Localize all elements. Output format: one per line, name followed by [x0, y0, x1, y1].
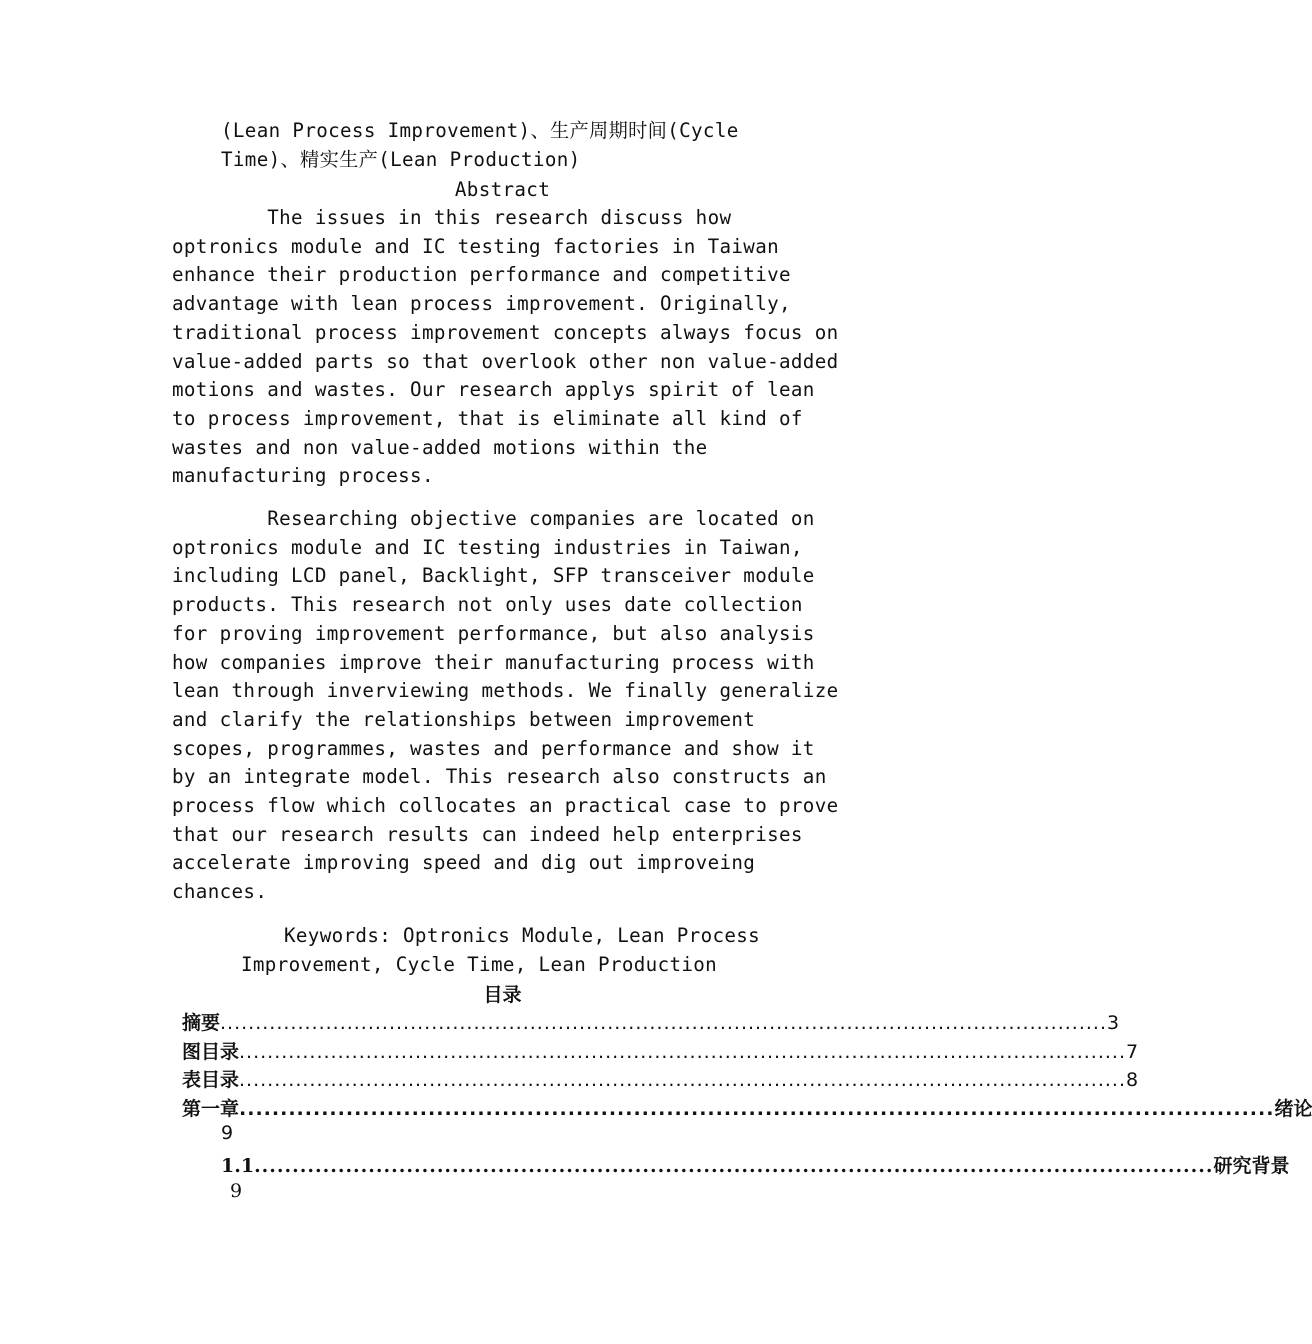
- text-line: for proving improvement performance, but also analysis: [172, 621, 815, 645]
- toc-entry-abstract[interactable]: [182, 1008, 1120, 1036]
- cn-keywords-line-2: Time)、精实生产(Lean Production): [221, 148, 581, 171]
- text-line: how companies improve their manufacturing process with: [172, 650, 815, 674]
- text-line: and clarify the relationships between improvement: [172, 707, 756, 731]
- toc-entry-page: 9: [221, 1122, 234, 1144]
- text-line: that our research results can indeed help enterprises: [172, 822, 803, 846]
- text-line: by an integrate model. This research also constructs an: [172, 765, 827, 789]
- abstract-paragraph-1: [172, 204, 839, 491]
- toc-entry-page: 3: [1107, 1012, 1120, 1034]
- toc-entry-label: 摘要: [182, 1012, 221, 1034]
- toc-entry-section-1-1[interactable]: [221, 1151, 1290, 1179]
- toc-entry-page: 7: [1126, 1041, 1139, 1063]
- toc-entry-page: 8: [1126, 1069, 1139, 1091]
- text-line: process flow which collocates an practical case to prove: [172, 794, 839, 818]
- text-line: advantage with lean process improvement. Originally,: [172, 292, 791, 316]
- toc-leader-dots: ..............................................................................................................................: [239, 1098, 1275, 1120]
- text-line: Researching objective companies are located on: [172, 507, 815, 530]
- toc-leader-dots: ..............................................................................................................................: [239, 1041, 1126, 1063]
- text-line: lean through inverviewing methods. We finally generalize: [172, 679, 839, 703]
- text-line: enhance their production performance and competitive: [172, 263, 791, 287]
- en-keywords-line-2: Improvement, Cycle Time, Lean Production: [241, 953, 718, 976]
- toc-entry-page: 9: [230, 1180, 243, 1202]
- abstract-title: Abstract: [454, 178, 551, 201]
- toc-entry-label: 1.1: [221, 1155, 255, 1177]
- text-line: products. This research not only uses date collection: [172, 593, 803, 617]
- toc-leader-dots: ..............................................................................................................................: [254, 1155, 1214, 1177]
- toc-leader-dots: ..............................................................................................................................: [239, 1069, 1126, 1091]
- toc-entry-title: 研究背景: [1213, 1155, 1290, 1177]
- toc-entry-table-list[interactable]: [182, 1065, 1139, 1093]
- text-line: optronics module and IC testing factories in Taiwan: [172, 234, 779, 258]
- text-line: manufacturing process.: [172, 464, 434, 488]
- toc-title: 目录: [483, 984, 522, 1006]
- text-line: including LCD panel, Backlight, SFP transceiver module: [172, 564, 815, 588]
- abstract-paragraph-2: [172, 505, 839, 907]
- toc-entry-label: 第一章: [182, 1098, 240, 1120]
- text-line: chances.: [172, 880, 268, 904]
- text-line: The issues in this research discuss how: [172, 206, 732, 229]
- toc-entry-label: 图目录: [182, 1041, 240, 1063]
- text-line: wastes and non value-added motions within the: [172, 435, 708, 459]
- toc-entry-chapter-1[interactable]: [182, 1094, 1312, 1122]
- text-line: scopes, programmes, wastes and performance and show it: [172, 736, 815, 760]
- text-line: motions and wastes. Our research applys spirit of lean: [172, 378, 815, 402]
- text-line: to process improvement, that is eliminate all kind of: [172, 406, 803, 430]
- toc-entry-figure-list[interactable]: [182, 1037, 1139, 1065]
- en-keywords-line-1: Keywords: Optronics Module, Lean Process: [284, 924, 761, 947]
- toc-entry-label: 表目录: [182, 1069, 240, 1091]
- cn-keywords-line-1: (Lean Process Improvement)、生产周期时间(Cycle: [221, 119, 739, 142]
- text-line: value-added parts so that overlook other non value-added: [172, 349, 839, 373]
- text-line: optronics module and IC testing industries in Taiwan,: [172, 535, 803, 559]
- toc-leader-dots: ..............................................................................................................................: [220, 1012, 1107, 1034]
- text-line: accelerate improving speed and dig out improveing: [172, 851, 756, 875]
- toc-entry-title: 绪论: [1274, 1098, 1312, 1120]
- text-line: traditional process improvement concepts always focus on: [172, 320, 839, 344]
